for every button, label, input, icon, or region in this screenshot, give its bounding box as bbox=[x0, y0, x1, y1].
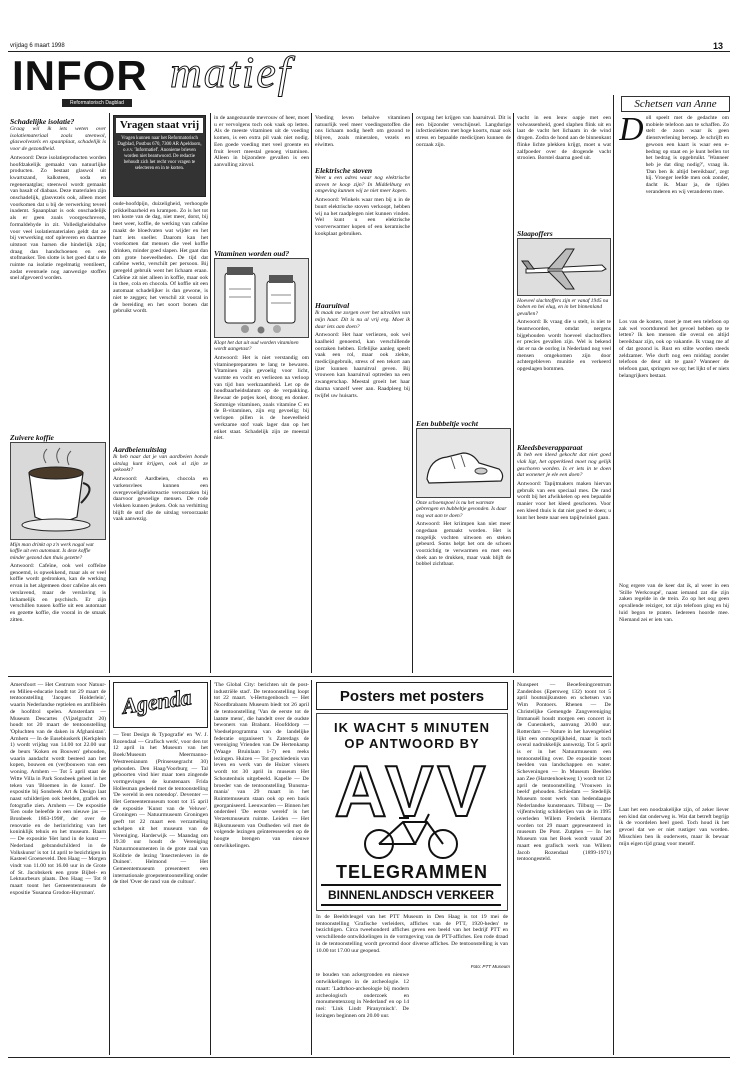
heading-slaapoffers: Slaapoffers bbox=[517, 229, 553, 238]
poster-photo-credit: Foto: PTT Museum bbox=[470, 964, 510, 969]
poster-line-2: OP ANTWOORD BY bbox=[344, 736, 480, 751]
answer-kleed: Antwoord: Tapijtmakers maken hiervan gebruik van een speciaal mes. De rand wordt bij het afwikkelen op een bepaalde manier voor het kleed geschoren. Voor een kleed thuis is dat niet goed te doen; u kunt het beste naar een tapijtwinkel gaan. bbox=[517, 481, 611, 521]
caption-slaapoffers: Hoeveel slachtoffers zijn er vanaf 1945 na boben en hei elug, en in het binnenland gevallen? bbox=[517, 298, 609, 317]
caption-koffie: Mijn man drinkt op z'n werk nogal wat koffie uit een automaat. Is deze koffie minder gezond dan thuis gezette? bbox=[10, 541, 94, 561]
poster-line-1: IK WACHT 5 MINUTEN bbox=[334, 720, 490, 735]
heading-bubbeltje: Een bubbeltje vocht bbox=[416, 419, 479, 428]
heading-stoven: Elektrische stoven bbox=[315, 166, 373, 175]
poster-article: In de Beeldvleugel van het PTT Museum in Den Haag is tot 19 mei de tentoonstelling 'Grafische verleiders, affiches van de PTT, 1920-heden' te bezichtigen. Circa tweehonderd affiches geven een beeld van het bedrijf PTT en verschillende ontwikkelingen in de vormgeving van de PTT-affiches. Een rode draad in de tentoonstelling wordt gevormd door diverse affiches. De tentoonstelling is van 10.00 tot 17.00 uur geopend. bbox=[316, 914, 508, 954]
column-3 bbox=[214, 115, 309, 672]
poster-line-3: TELEGRAMMEN bbox=[336, 862, 488, 882]
body-vitamine: in de aangezuurde mevrouw of heer, moet u er vervolgens toch ook vaak op letten. Als de meeste vitaminen uit de voeding komen, is een extra pil vaak niet nodig. Een goede voeding met veel groente en fruit levert meestal genoeg vitaminen. Alleen in bijzondere gevallen is een aanvulling zinvol. bbox=[214, 115, 309, 168]
caption-bubbeltje: Onze schoenspoel is nu het warmste gebrengen en bubbeltje gevonden. Is daar nog wat aan te doen? bbox=[416, 500, 507, 519]
column-4 bbox=[315, 115, 410, 672]
sidebar-paragraph-1: oll speelt met de gedachte om mobiele telefoon aan te schaffen. Zo stelt de zoon waar ik geen dienstverlening beroep. Je schrijft en gewoon een kaart is waar een e-bedrag op staat en je kunt bellen tot het bedrag is opgebruikt. 'Wanneer heb je dat ding nodig?', vraag ik. 'Dan ben ik altijd bereikbaar', zegt hij. Vroeger leefde men ook zonder, dacht ik. Maar ja, de tijden veranderen en wij veranderen mee. bbox=[645, 115, 729, 195]
vitamins-illustration bbox=[214, 258, 309, 338]
bicycle-icon bbox=[357, 810, 467, 860]
column-2 bbox=[113, 115, 208, 672]
answer-koffie: Antwoord: Cafeïne, ook wel coffeïne genoemd, is opwekkend, maar als er veel koffie wordt gedronken, kan de werking ervan in het algemeen door cafeïne als een verslavend, maar de verslaving is lichamelijk en psychisch. Er zijn verschillen tussen koffie uit een automaat en gezette koffie, die vooral in de smaak zitten. bbox=[10, 563, 106, 623]
answer-bubbeltje: Antwoord: Het kriimpen kan niet meer ongedaan gemaakt worden. Het is mogelijk vochten uitwoen en steken gebeurd. Soms helpt het om de schoen voorzichtig te verwarmen en met een doek aan te drukken, maar vaak blijft de bobbel zichtbaar. bbox=[416, 521, 511, 568]
sidebar-title: Schetsen van Anne bbox=[621, 96, 730, 112]
answer-aardbei: Antwoord: Aardbeien, chocola en varkensvlees kunnen een overgevoeligheidsreactie veroorzaken bij daarvoor gevoelige mensen. De rode vlekken kunnen jeuken. Ook na verhitting blijft de stof die de uitslag veroorzaakt vaak aanwezig. bbox=[113, 476, 208, 523]
poster-logo: AVV bbox=[334, 752, 490, 832]
agenda-column-2 bbox=[113, 682, 208, 1052]
body-voeding: Voeding leven behalve vitaminen natuurlijk veel meer voedingsstoffen die ons lichaam nodig heeft om gezond te blijven, zoals mineralen, vezels en eiwitten. bbox=[315, 115, 410, 148]
column-6 bbox=[517, 115, 611, 672]
answer-stoven: Antwoord: Winkels waar men bij u in de buurt elektrische stoven verkoopt, hebben wij na het raadplegen niet kunnen vinden. Wel kunt u een elektrische voorverwarmer kopen of een keramische kookplaat gebruiken. bbox=[315, 197, 410, 237]
sidebar-paragraph-3: Nog ergere van de keer dat ik, al weer in een 'Stille Werkcoupé', naast iemand zat die zijn zaken regelde in de trein. Zo op het oog geen opvallende reiziger, tot zijn telefoon ging en hij luid begon te praten. Iedereen hoorde mee. Niemand zei er iets van. bbox=[619, 583, 729, 623]
question-isolatie: Graag wil ik iets weten over isolatiemateriaal zoals steenwol, glaswolvezels en spaanplaat, schadelijk is voor de gezondheid. bbox=[10, 126, 106, 153]
vragen-box bbox=[113, 115, 206, 197]
page-number: 13 bbox=[713, 41, 724, 51]
column-1 bbox=[10, 117, 106, 672]
column-5 bbox=[416, 115, 511, 672]
agenda-title: Agenda bbox=[120, 684, 194, 719]
agenda-title-box bbox=[113, 682, 208, 728]
airplane-illustration bbox=[517, 238, 611, 296]
question-kleed: Ik heb een kleed gekocht dat niet goed vlak ligt, het opperkleed moet nog gelijk geschoren worden. Is er iets in te doen dat wonener je ele een doen? bbox=[517, 452, 611, 479]
heading-haaruitval: Haaruitval bbox=[315, 301, 350, 311]
answer-slaapoffers: Antwoord: Ik vraag die u stelt, is niet te beantwoorden, omdat nergens bijgehouden wordt hoeveel slachtoffers er precies gevallen zijn. Wel is bekend dat er na de oorlog in Nederland nog veel mensen omgekomen zijn door achtergebleven munitie en verkeerd opgeslagen bommen. bbox=[517, 319, 611, 373]
question-aardbei: Ik heb naar dat je van aardbeien bonde uitslag kunt krijgen, ook al zijn ze gekookt? bbox=[113, 454, 208, 474]
heading-koffie: Zuivere koffie bbox=[10, 432, 54, 442]
agenda-column-3 bbox=[214, 682, 309, 1052]
agenda-column-1 bbox=[10, 682, 106, 1052]
agenda-text-1: Amersfoort — Het Centrum voor Natuur- en Milieu-educatie houdt tot 29 maart de tentoonstelling 'Jacques Holderlein', waarin Nederlandse reptielen en amfibieën de hoofdrol spelen. Amsterdam — Museum Descartes (Vijzelgracht 20) houdt tot 20 maart de tentoonstelling 'Opluchten van de daken in Afghanistan'. Arnhem — In de Eusebiuskerk (Kerkplein 1) wordt vrijdag van 14.00 tot 22.00 uur de beurs 'Koken en Bouwen' gehouden, waarin aandacht wordt besteed aan het kopen, bouwen en (ver)bouwen van een woning. Arnhem — Tot 5 april staat de Witte Villa in Park Sonsbeek geheel in het teken van 'Bloemen in de kunst'. De expositie bij Sonsbeek Art & Design laat naast schilderijen ook beelden, grafiek en fotografie zien. Arnhem — De expositie 'Een oude beleefde in een nieuwe jas — Bronbeek 1863-1998', der over de renovatie en de herinrichting van het koninklijk tehuis en het museum. Baarn — De expositie 'Het land in de kunst — Nederland gebrandschilderd in de Volkskunst' is tot 14 april te bezichtigen in Kasteel Groeneveld. Den Haag — Morgen vindt van 11.00 tot 16.00 uur in de Grote of St. Jacobskerk een grote Bijbel- en Lektuurbeurs plaats. Den Haag — Tot 8 maart toont het Gemeentemuseum de expositie 'Susanna Grodon-Huysman'. bbox=[10, 682, 106, 896]
heading-kleed: Kleedsbeverapparaat bbox=[517, 443, 583, 453]
body-overgang: ovrgang het krijgen van haaruitval. Dit is een bijzonder verschijnsel. Langdurige infectieziekten met hoge koorts, maar ook stress en bepaalde medicijnen kunnen de oorzaak zijn. bbox=[416, 115, 511, 148]
sidebar-paragraph-4: Laat het een noodzakelijke zijn, of zeker liever een kind dat onderweg is. Wat dat betreft begrijp ik de voordelen heel goed. Toch houd ik het gevoel dat we er niet rustiger van worden. Misschien ben ik ouderwets, maar ik bewaar mijn eigen tijd graag voor mezelf. bbox=[619, 807, 729, 847]
issue-date: vrijdag 6 maart 1998 bbox=[10, 43, 65, 49]
poster-article-continued: te bouden van ackergronden en nieuwe ontwikkelingen in de archeologie. 12 maart: 'Ladtrhoo-archeologie bij modern archeologisch onderzoek en monumentenzorg in Nederland' en op 14 mei: 'Link Lindt Piranymisch'. De lezingen beginnen om 20.00 uur. bbox=[316, 972, 409, 1019]
poster-line-4: BINNENLANDSCH VERKEER bbox=[321, 884, 501, 906]
answer-isolatie: Antwoord: Deze isolatieproducten worden hoofdzakelijk gemaakt van natuurlijke producten. Zo bestaat glaswol uit kwartszand, kalksteen, soda en regeneraatglas; steenwol wordt gemaakt van basalt of diabaas. Deze materialen zijn onschadelijk, glasvezels ook, alleen moet voorkomen dat u bij de verwerking teveel inademt. Spaanplaat is ook onschadelijk als er geen zoals voorgeschreven, formaldehyde in zit. Volledigheidshalve voor veel isolatiematerialen geldt dat ze bij verwerking stof opleveren en daarmee uitstoot van harsen die hinderlijk zijn; draag dan handschoenen en een stofmasker. Ten slotte is het goed dat u de ruimte na isolatie regelmatig ventileert, zodat eventuele nog aanwezige stoffen snel afgevoerd worden. bbox=[10, 154, 106, 282]
masthead-logo: INFOR bbox=[12, 52, 148, 99]
agenda-text-2: — Tent Design & Typografie' en 'W. J. Rozendaal — Grafisch werk', voor den tot 12 april in het Museum van het Boek/Museum Meermanno-Westreenianum (Prinsessegracht 30) gehouden. Den Haag/Voorburg — Tal geboorten vind hier maar toen zingende vormgevingen de kunstenaars Frida Hollesman gedeeld met de tentoonstelling 'De wereld in een notendop'. Deventer — Het Gemeentemuseum toont tot 15 april de expositie 'Kunst van de Veluwe'. Groningen — Natuurmuseum Groningen geeft tot 22 maart een verzameling schelpen uit het museum van de Vereniging. Harderwijk — Maandag om 19.30 uur houdt de Vereniging Natuurmonumenten in de grote zaal van Kolibrie de lezing 'Insectenleven in de Duinen'. Helmond — Het Gemeentemuseum presenteert een internationale groepstentoonstelling onder de titel 'Over de rand van de cultuur'. bbox=[113, 732, 208, 886]
agenda-text-3: 'The Global City: berichten uit de post-industriële stad'. De tentoonstelling loopt tot 22 maart. 's-Hertogenbosch — Het Noordbrabants Museum biedt tot 26 april de tentoonstelling 'Van de eerste tot de laatste mens', die handelt over de oudste bewoners van Brabant. Hoofddorp — Voedselprogramma van de landelijke federatie organiseert 's Zaterdags de vereniging Vrienden van De Hertenkamp (Waage Bruinlaan 1-7) een reeks lezingen. Huizen — Tot geschiedenis van leven en werk van de Huizer vissers wordt tot 30 april in museum Het Schoutenhuis uitgebeeld. Kapelle — De broeder van de tentoonstelling 'Bunsma-mania' van 29 maart in het Ruimtemuseum staan ook op een basis georganiseerd. Leeuwarden — Binnen het onderdeel 'De eerste wereld' is het Verzetsmuseum ruimte. Leiden — Het Rijksmuseum van Oudheden wil met de volgende lezingen geïnteresseerden op de hoogte brengen van nieuwe ontwikkelingen. bbox=[214, 682, 309, 849]
heading-aardbei: Aardbeienuitslag bbox=[113, 445, 167, 454]
question-stoven: Weet u een adres waar nog elektrische stoven te koop zijn? In Middelburg en omgeving kunnen wij ze niet meer kopen. bbox=[315, 175, 410, 195]
poster-feature bbox=[316, 682, 510, 1054]
sidebar-column bbox=[619, 115, 729, 1050]
heading-isolatie: Schadelijke isolatie? bbox=[10, 117, 75, 126]
sidebar-paragraph-2: Los van de kosten, moet je met een telefoon op zak wel voortdurend het gevoel hebben op te letten? Ik ken mensen die overal en altijd bereikbaar zijn, ook op vakantie. Ik vraag me af of dat gezond is. Rust en stilte worden steeds zeldzamer. Wie durft nog een middag zonder telefoon de deur uit te gaan? Wanneer de telefoon gaat, springen we op; het lijkt of er niets belangrijkers bestaat. bbox=[619, 319, 729, 379]
answer-vitaminen: Antwoord: Het is niet verstandig om vitaminepreparaten te lang te bewaren. Vitaminen zijn gevoelig voor licht, warmte en vocht en verliezen na verloop van tijd hun werkzaamheid. Let op de houdbaarheidsdatum op de verpakking. Bewaar de potjes koel, droog en donker. Sommige vitaminen, zoals vitamine C en de B-vitaminen, zijn erg gevoelig; bij verlopen pillen is de hoeveelheid werkzame stof vaak lager dan op het etiket staat. Schadelijk zijn ze meestal niet. bbox=[214, 354, 309, 442]
vragen-box-title: Vragen staat vrij bbox=[116, 118, 203, 133]
drop-cap: D bbox=[619, 115, 644, 148]
masthead-subtitle: Reformatorisch Dagblad bbox=[62, 99, 132, 107]
poster-image bbox=[316, 713, 508, 911]
answer-haaruitval: Antwoord: Het haar verliezen, ook wel kaalheid genoemd, kan verschillende oorzaken hebben. Erfelijke aanleg speelt vaak een rol, maar ook ziekte, medicijngebruik, stress of een tekort aan ijzer kunnen haaruitval geven. Bij vrouwen kan haaruitval optreden na een zwangerschap. Meestal groeit het haar daarna vanzelf weer aan. Raadpleeg bij twijfel uw huisarts. bbox=[315, 332, 410, 399]
shoe-illustration bbox=[416, 428, 511, 498]
caption-vitaminen: Klopt het dat uit oud worden vitaminen wordt aangetast? bbox=[214, 340, 299, 353]
agenda-text-6: Nunspeet — Beoefeningcentrum Zandenbos (Epersweg 132) toont tot 5 april houtsnijkunsten en schetsen van Wim Pontoers. Rhenen — De Christelijke Gemengde Zangvereniging Immanuël houdt morgen een concert in de Cunerakerk, aanvang 20.00 uur. Rotterdam — Nature in het havengebied lijkt een onmogelijkheid, maar is toch overal nadrukkelijk aanwezig. Tot 5 april is er in het Natuurmuseum een tentoonstelling over. De expositie toont beelden van landschappen en water. Scheveningen — In Museum Beelden aan Zee (Harstenhoekweg 1) wordt tot 12 april de tentoonstelling 'Vrouwen in beeld' gehouden. Schiedam — Stedelijk Museum toont werk van hedendaagse Nederlandse kunstenaars. Tilburg — De vijfentwintig schilderijen van de in 1995 overleden Willem Frederik Hermans worden tot 29 maart gepresenteerd in museum De Pont. Zutphen — In het Museum van het Boek wordt vanaf 20 maart een grafisch werk van Willem Jacob Rozendaal (1899-1971) tentoongesteld. bbox=[517, 682, 611, 863]
body-cafeine: oude-hoofdpijn, duizeligheid, verhoogde prikkelbaarheid en krampen. Zo is het tot ten koste van de dag, niet meer, dorst, bij heet weer, koffie, de werking van cafeïne maakt de bloedvaten wat wijder en het hart iets sneller. Daarom kan het voorkomen dat mensen die veel koffie drinken, minder goed slapen. Het gaat dan om grote hoeveelheden. De tijd dat cafeïne werkt, verschilt per persoon. Bij geregeld gebruik went het lichaam eraan. Cafeïne zit niet alleen in koffie, maar ook in thee, cola en chocola. Of koffie uit een automaat schadelijker is dan gewone, is niet te zeggen; het verschil zit vooral in de bereiding en het soort bonen dat gebruikt wordt. bbox=[113, 201, 208, 315]
question-haaruitval: Ik maak me zorgen over het uitvallen van mijn haar. Dit is nu al vrij erg. Moet ik daar iets aan doen? bbox=[315, 310, 410, 330]
heading-vitaminen: Vitaminen worden oud? bbox=[214, 249, 290, 258]
vragen-box-text: Vragen kunnen naar het Reformatorisch Dagblad, Postbus 670, 7300 AR Apeldoorn, o.v.v. 'Informatief'. Anonieme brieven worden niet beantwoord. De redactie behoudt zich het recht voor vragen te selecteren en in te korten. bbox=[117, 136, 202, 171]
coffee-illustration bbox=[10, 442, 106, 540]
poster-feature-title: Posters met posters bbox=[316, 682, 508, 710]
body-vacht: vacht in een leuw oapje met een volwassenheid, goed slaphen flink uit en laat de vacht het lichaam in de wind drogen. Zodra de hond aan de binnenkant flinke lichte plekken krijgt, moet u wat zalfpoeder over de drogende vacht strooien. Borstel daarna goed uit. bbox=[517, 115, 611, 162]
agenda-column-6 bbox=[517, 682, 611, 1052]
masthead-script: matief bbox=[170, 48, 292, 97]
